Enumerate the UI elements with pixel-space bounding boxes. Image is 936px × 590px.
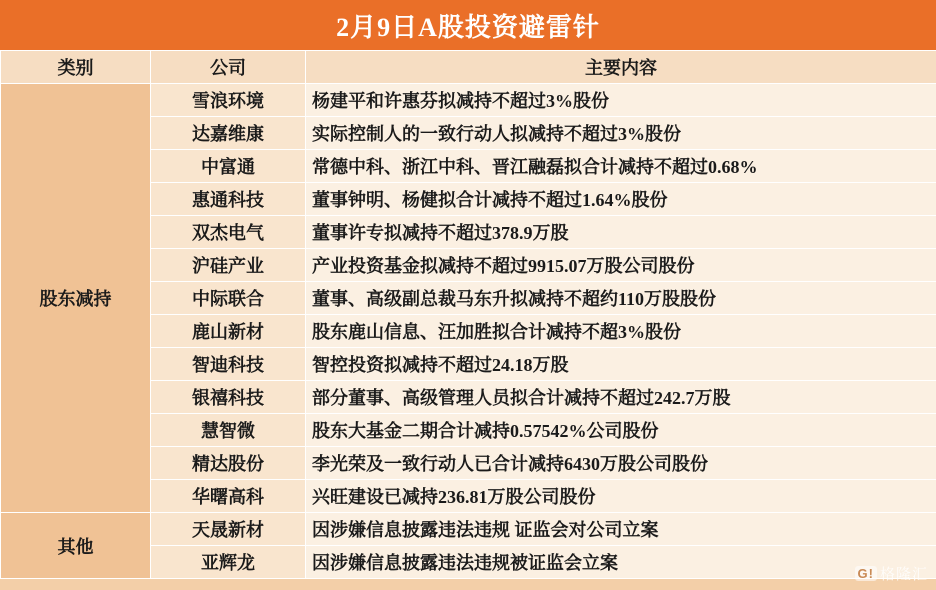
company-cell: 雪浪环境	[151, 84, 306, 117]
company-cell: 达嘉维康	[151, 117, 306, 150]
company-cell: 中富通	[151, 150, 306, 183]
page-title-text: 2月9日A股投资避雷针	[336, 12, 600, 42]
content-cell: 实际控制人的一致行动人拟减持不超过3%股份	[306, 117, 936, 150]
company-cell: 慧智微	[151, 414, 306, 447]
company-cell: 惠通科技	[151, 183, 306, 216]
watermark-logo-icon: G!	[855, 566, 877, 581]
table-row	[1, 513, 936, 546]
company-cell: 鹿山新材	[151, 315, 306, 348]
company-cell: 中际联合	[151, 282, 306, 315]
category-cell-shareholder-reduction: 股东减持	[1, 84, 151, 513]
table-header	[1, 51, 936, 84]
data-table	[0, 50, 936, 579]
content-cell: 杨建平和许惠芬拟减持不超过3%股份	[306, 84, 936, 117]
table-row	[1, 84, 936, 117]
category-cell-other: 其他	[1, 513, 151, 579]
column-header-category: 类别	[1, 51, 151, 84]
content-cell: 因涉嫌信息披露违法违规被证监会立案	[306, 546, 936, 579]
content-cell: 董事许专拟减持不超过378.9万股	[306, 216, 936, 249]
watermark	[855, 563, 928, 584]
company-cell: 银禧科技	[151, 381, 306, 414]
company-cell: 沪硅产业	[151, 249, 306, 282]
content-cell: 常德中科、浙江中科、晋江融磊拟合计减持不超过0.68%	[306, 150, 936, 183]
content-cell: 部分董事、高级管理人员拟合计减持不超过242.7万股	[306, 381, 936, 414]
header-row	[1, 51, 936, 84]
content-cell: 因涉嫌信息披露违法违规 证监会对公司立案	[306, 513, 936, 546]
content-cell: 股东鹿山信息、汪加胜拟合计减持不超3%股份	[306, 315, 936, 348]
column-header-content: 主要内容	[306, 51, 936, 84]
column-header-company: 公司	[151, 51, 306, 84]
company-cell: 亚辉龙	[151, 546, 306, 579]
company-cell: 双杰电气	[151, 216, 306, 249]
content-cell: 董事钟明、杨健拟合计减持不超过1.64%股份	[306, 183, 936, 216]
company-cell: 天晟新材	[151, 513, 306, 546]
company-cell: 华曙高科	[151, 480, 306, 513]
content-cell: 智控投资拟减持不超过24.18万股	[306, 348, 936, 381]
page-title	[0, 0, 936, 50]
watermark-text: 格隆汇	[879, 566, 928, 583]
table-body	[1, 84, 936, 579]
content-cell: 董事、高级副总裁马东升拟减持不超约110万股股份	[306, 282, 936, 315]
company-cell: 智迪科技	[151, 348, 306, 381]
content-cell: 兴旺建设已减持236.81万股公司股份	[306, 480, 936, 513]
content-cell: 产业投资基金拟减持不超过9915.07万股公司股份	[306, 249, 936, 282]
content-cell: 李光荣及一致行动人已合计减持6430万股公司股份	[306, 447, 936, 480]
content-cell: 股东大基金二期合计减持0.57542%公司股份	[306, 414, 936, 447]
company-cell: 精达股份	[151, 447, 306, 480]
